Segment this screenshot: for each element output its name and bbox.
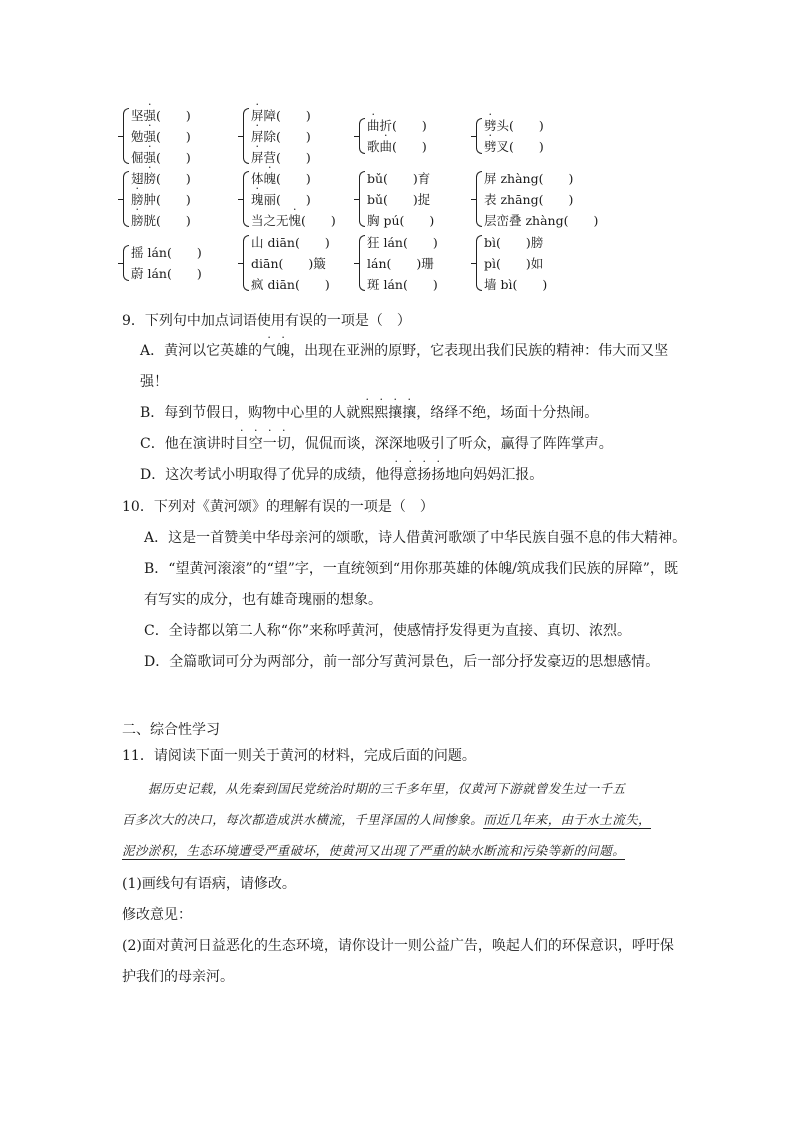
sub-question-1: (1)画线句有语病，请修改。 [122,876,296,892]
question-10-option-c: C．全诗都以第二人称“你”来称呼黄河，使感情抒发得更为直接、真切、浓烈。 [144,623,632,639]
question-9-stem: 9．下列句中加点词语使用有误的一项是（ ） [122,313,411,329]
section-title: 二、综合性学习 [122,722,220,738]
pinyin-item: 摇 lán( ) [131,245,202,260]
question-10-stem: 10．下列对《黄河颂》的理解有误的一项是（ ） [122,499,434,515]
question-9-option-c: C．他在演讲时目空一切，侃侃而谈，深深地吸引了听众，赢得了阵阵掌声。 [140,436,613,452]
pinyin-item: 体魄( ) [251,171,311,186]
pinyin-item: 层峦叠 zhàng( ) [484,213,599,228]
pinyin-item: 当之无愧( ) [251,213,336,228]
pinyin-item: 瑰丽( ) [251,192,311,207]
question-10-option-d: D．全篇歌词可分为两部分，前一部分写黄河景色，后一部分抒发豪迈的思想感情。 [144,654,660,670]
pinyin-item: 歌曲( ) [367,139,427,154]
pinyin-item: 表 zhāng( ) [484,192,574,207]
pinyin-group [359,233,469,293]
pinyin-group [359,116,469,156]
question-10-option-b: B．“望黄河滚滚”的“望”字，一直统领到“用你那英雄的体魄/筑成我们民族的屏障”，既 [144,561,678,577]
pinyin-group [123,106,233,166]
underlined-sentence: 泥沙淤积，生态环境遭受严重破坏，使黄河又出现了严重的缺水断流和污染等新的问题。 [122,843,626,858]
question-9-option-d: D．这次考试小明取得了优异的成绩，他得意扬扬地向妈妈汇报。 [140,467,544,483]
pinyin-item: 屏障( ) [251,108,311,123]
pinyin-item: 斑 lán( ) [367,277,438,292]
pinyin-item: 屏营( ) [251,150,311,165]
pinyin-item: bǔ( )捉 [367,192,431,207]
pinyin-item: 屏 zhàng( ) [484,171,574,186]
question-9-option-b: B．每到节假日，购物中心里的人就熙熙攘攘，络绎不绝，场面十分热闹。 [140,405,599,421]
material-line-2: 百多次大的决口，每次都造成洪水横流，千里泽国的人间惨象。而近几年来，由于水土流失， [122,812,651,827]
pinyin-item: 倔强( ) [131,150,191,165]
pinyin-group [359,169,469,229]
pinyin-item: 屏除( ) [251,129,311,144]
pinyin-group [243,169,363,229]
pinyin-item: 坚强( ) [131,108,191,123]
pinyin-item: 狂 lán( ) [367,235,438,250]
pinyin-item: 山 diān( ) [251,235,330,250]
sub-question-2: (2)面对黄河日益恶化的生态环境，请你设计一则公益广告，唤起人们的环保意识，呼吁保 [122,938,674,954]
pinyin-group [476,116,586,156]
pinyin-item: 勉强( ) [131,129,191,144]
pinyin-item: 墙 bì( ) [484,277,548,292]
pinyin-group [123,243,233,283]
pinyin-item: bì( )膀 [484,235,544,250]
pinyin-item: 疯 diān( ) [251,277,330,292]
question-9-option-a: A．黄河以它英雄的气魄，出现在亚洲的原野，它表现出我们民族的精神：伟大而又坚 [140,343,669,359]
pinyin-item: lán( )珊 [367,256,434,271]
pinyin-item: 膀胱( ) [131,213,191,228]
question-10-option-b-cont: 有写实的成分，也有雄奇瑰丽的想象。 [144,592,382,608]
pinyin-item: 膀肿( ) [131,192,191,207]
underlined-sentence: 而近几年来，由于水土流失， [483,812,651,827]
material-line-1: 据历史记载，从先秦到国民党统治时期的三千多年里，仅黄河下游就曾发生过一千五 [148,781,626,796]
pinyin-item: 劈头( ) [484,118,544,133]
pinyin-item: 劈叉( ) [484,139,544,154]
question-10-option-a: A．这是一首赞美中华母亲河的颂歌，诗人借黄河歌颂了中华民族自强不息的伟大精神。 [144,530,687,546]
pinyin-item: bǔ( )育 [367,171,431,186]
pinyin-item: 胸 pú( ) [367,213,435,228]
material-line-3 [122,842,625,860]
pinyin-item: pì( )如 [484,256,544,271]
pinyin-group [243,233,363,293]
answer-label: 修改意见： [122,907,192,923]
pinyin-item: diān( )簸 [251,256,326,271]
question-11-stem: 11．请阅读下面一则关于黄河的材料，完成后面的问题。 [122,748,476,764]
pinyin-group [123,169,233,229]
pinyin-group [476,169,606,229]
pinyin-group [476,233,586,293]
pinyin-item: 曲折( ) [367,118,427,133]
pinyin-group [243,106,353,166]
pinyin-item: 蔚 lán( ) [131,266,202,281]
sub-question-2-cont: 护我们的母亲河。 [122,969,234,985]
question-9-option-a-cont: 强！ [140,374,168,390]
pinyin-item: 翅膀( ) [131,171,191,186]
